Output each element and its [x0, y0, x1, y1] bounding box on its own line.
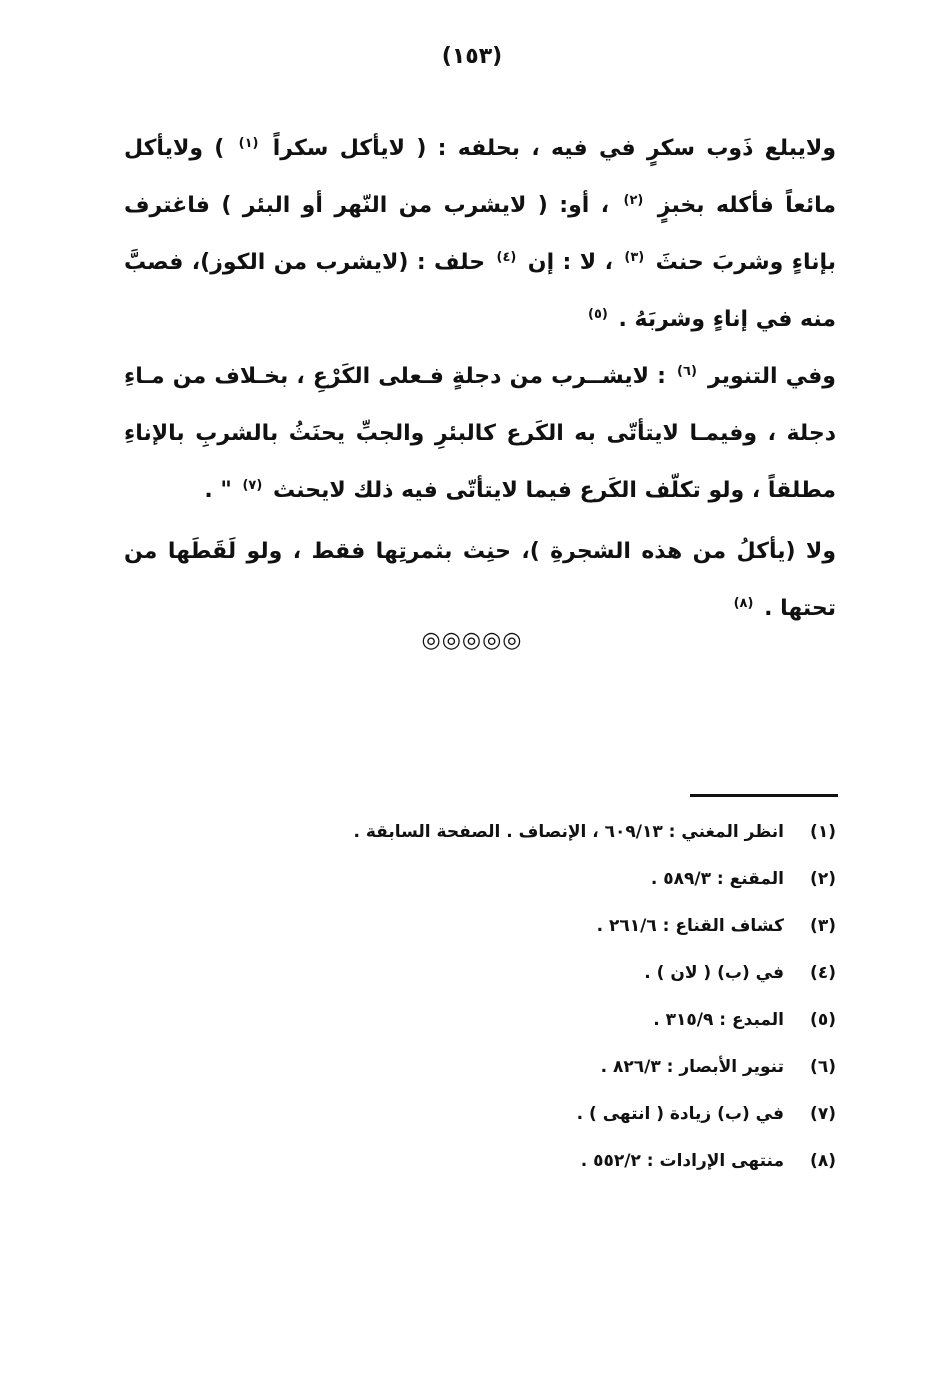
footnote-number: (٦) [810, 1057, 836, 1077]
footnote-number: (٥) [810, 1010, 836, 1030]
text-run: " . [204, 478, 240, 503]
footnote-number: (٣) [810, 916, 836, 936]
footnote-item [316, 869, 836, 916]
footnote-marker: (٢) [623, 192, 644, 208]
text-run: ، لا : إن [519, 250, 622, 275]
footnote-number: (٤) [810, 963, 836, 983]
footnote-number: (٧) [810, 1104, 836, 1124]
footnote-item [316, 1104, 836, 1151]
footnote-text: كشاف القناع : ٢٦١/٦ . [596, 916, 784, 936]
text-run: ولا (يأكلُ من هذه الشجرةِ )، حنِث بثمرتِها فقط ، ولو لَقَطَها من تحتها . [124, 539, 836, 621]
footnote-item [316, 916, 836, 963]
footnote-item [316, 1057, 836, 1104]
footnote-number: (٨) [810, 1151, 836, 1171]
footnote-number: (٢) [810, 869, 836, 889]
footnotes-list [316, 822, 836, 1198]
footnote-text: تنوير الأبصار : ٨٢٦/٣ . [600, 1057, 784, 1077]
footnote-marker: (٣) [624, 249, 645, 265]
footnote-text: منتهى الإرادات : ٥٥٢/٢ . [580, 1151, 784, 1171]
main-text [124, 120, 836, 637]
text-run: حلف : (لايشرب من الكوز)، فصبَّ منه في إناءٍ وشربَهُ . [124, 250, 836, 332]
paragraph [124, 348, 836, 519]
footnote-marker: (١) [238, 135, 259, 151]
footnote-number: (١) [810, 822, 836, 842]
footnote-marker: (٨) [733, 595, 754, 611]
text-run: ) ولايأكل مائعاً فأكله بخبزٍ [124, 136, 836, 218]
text-run: ، أو: ( لايشرب من النّهر أو البئر ) فاغترف بإناءٍ وشربَ حنثَ [124, 193, 836, 275]
footnote-item [316, 1151, 836, 1198]
footnote-separator [690, 794, 838, 797]
page-number: (١٥٣) [441, 44, 503, 69]
footnote-text: في (ب) ( لان ) . [644, 963, 784, 983]
footnote-text: المبدع : ٣١٥/٩ . [653, 1010, 784, 1030]
text-run: : لايشــرب من دجلةٍ فـعلى الكَرْعِ ، بخـلاف من مـاءِ دجلة ، وفيمـا لايتأتّى به الكَرع كالبئرِ والجبِّ يحنَثُ بالشربِ بالإناءِ مطلقاً ، ولو تكلّف الكَرع فيما لايتأتّى فيه ذلك لايحنث [124, 364, 836, 503]
footnote-text: المقنع : ٥٨٩/٣ . [650, 869, 784, 889]
footnote-item [316, 963, 836, 1010]
footnote-marker: (٦) [677, 363, 697, 379]
footnote-item [316, 822, 836, 869]
footnote-text: في (ب) زيادة ( انتهى ) . [576, 1104, 784, 1124]
paragraph [124, 523, 836, 637]
section-ornament: ◎◎◎◎◎ [421, 628, 523, 653]
footnote-marker: (٤) [496, 249, 517, 265]
footnote-item [316, 1010, 836, 1057]
footnote-marker: (٥) [587, 306, 608, 322]
footnote-text: انظر المغني : ٦٠٩/١٣ ، الإنصاف . الصفحة السابقة . [353, 822, 784, 842]
paragraph [124, 120, 836, 348]
footnote-marker: (٧) [242, 477, 263, 493]
text-run: ولايبلع ذَوب سكرٍ في فيه ، بحلفه : ( لايأكل سكراً [261, 136, 836, 161]
text-run: وفي التنوير [699, 364, 836, 389]
